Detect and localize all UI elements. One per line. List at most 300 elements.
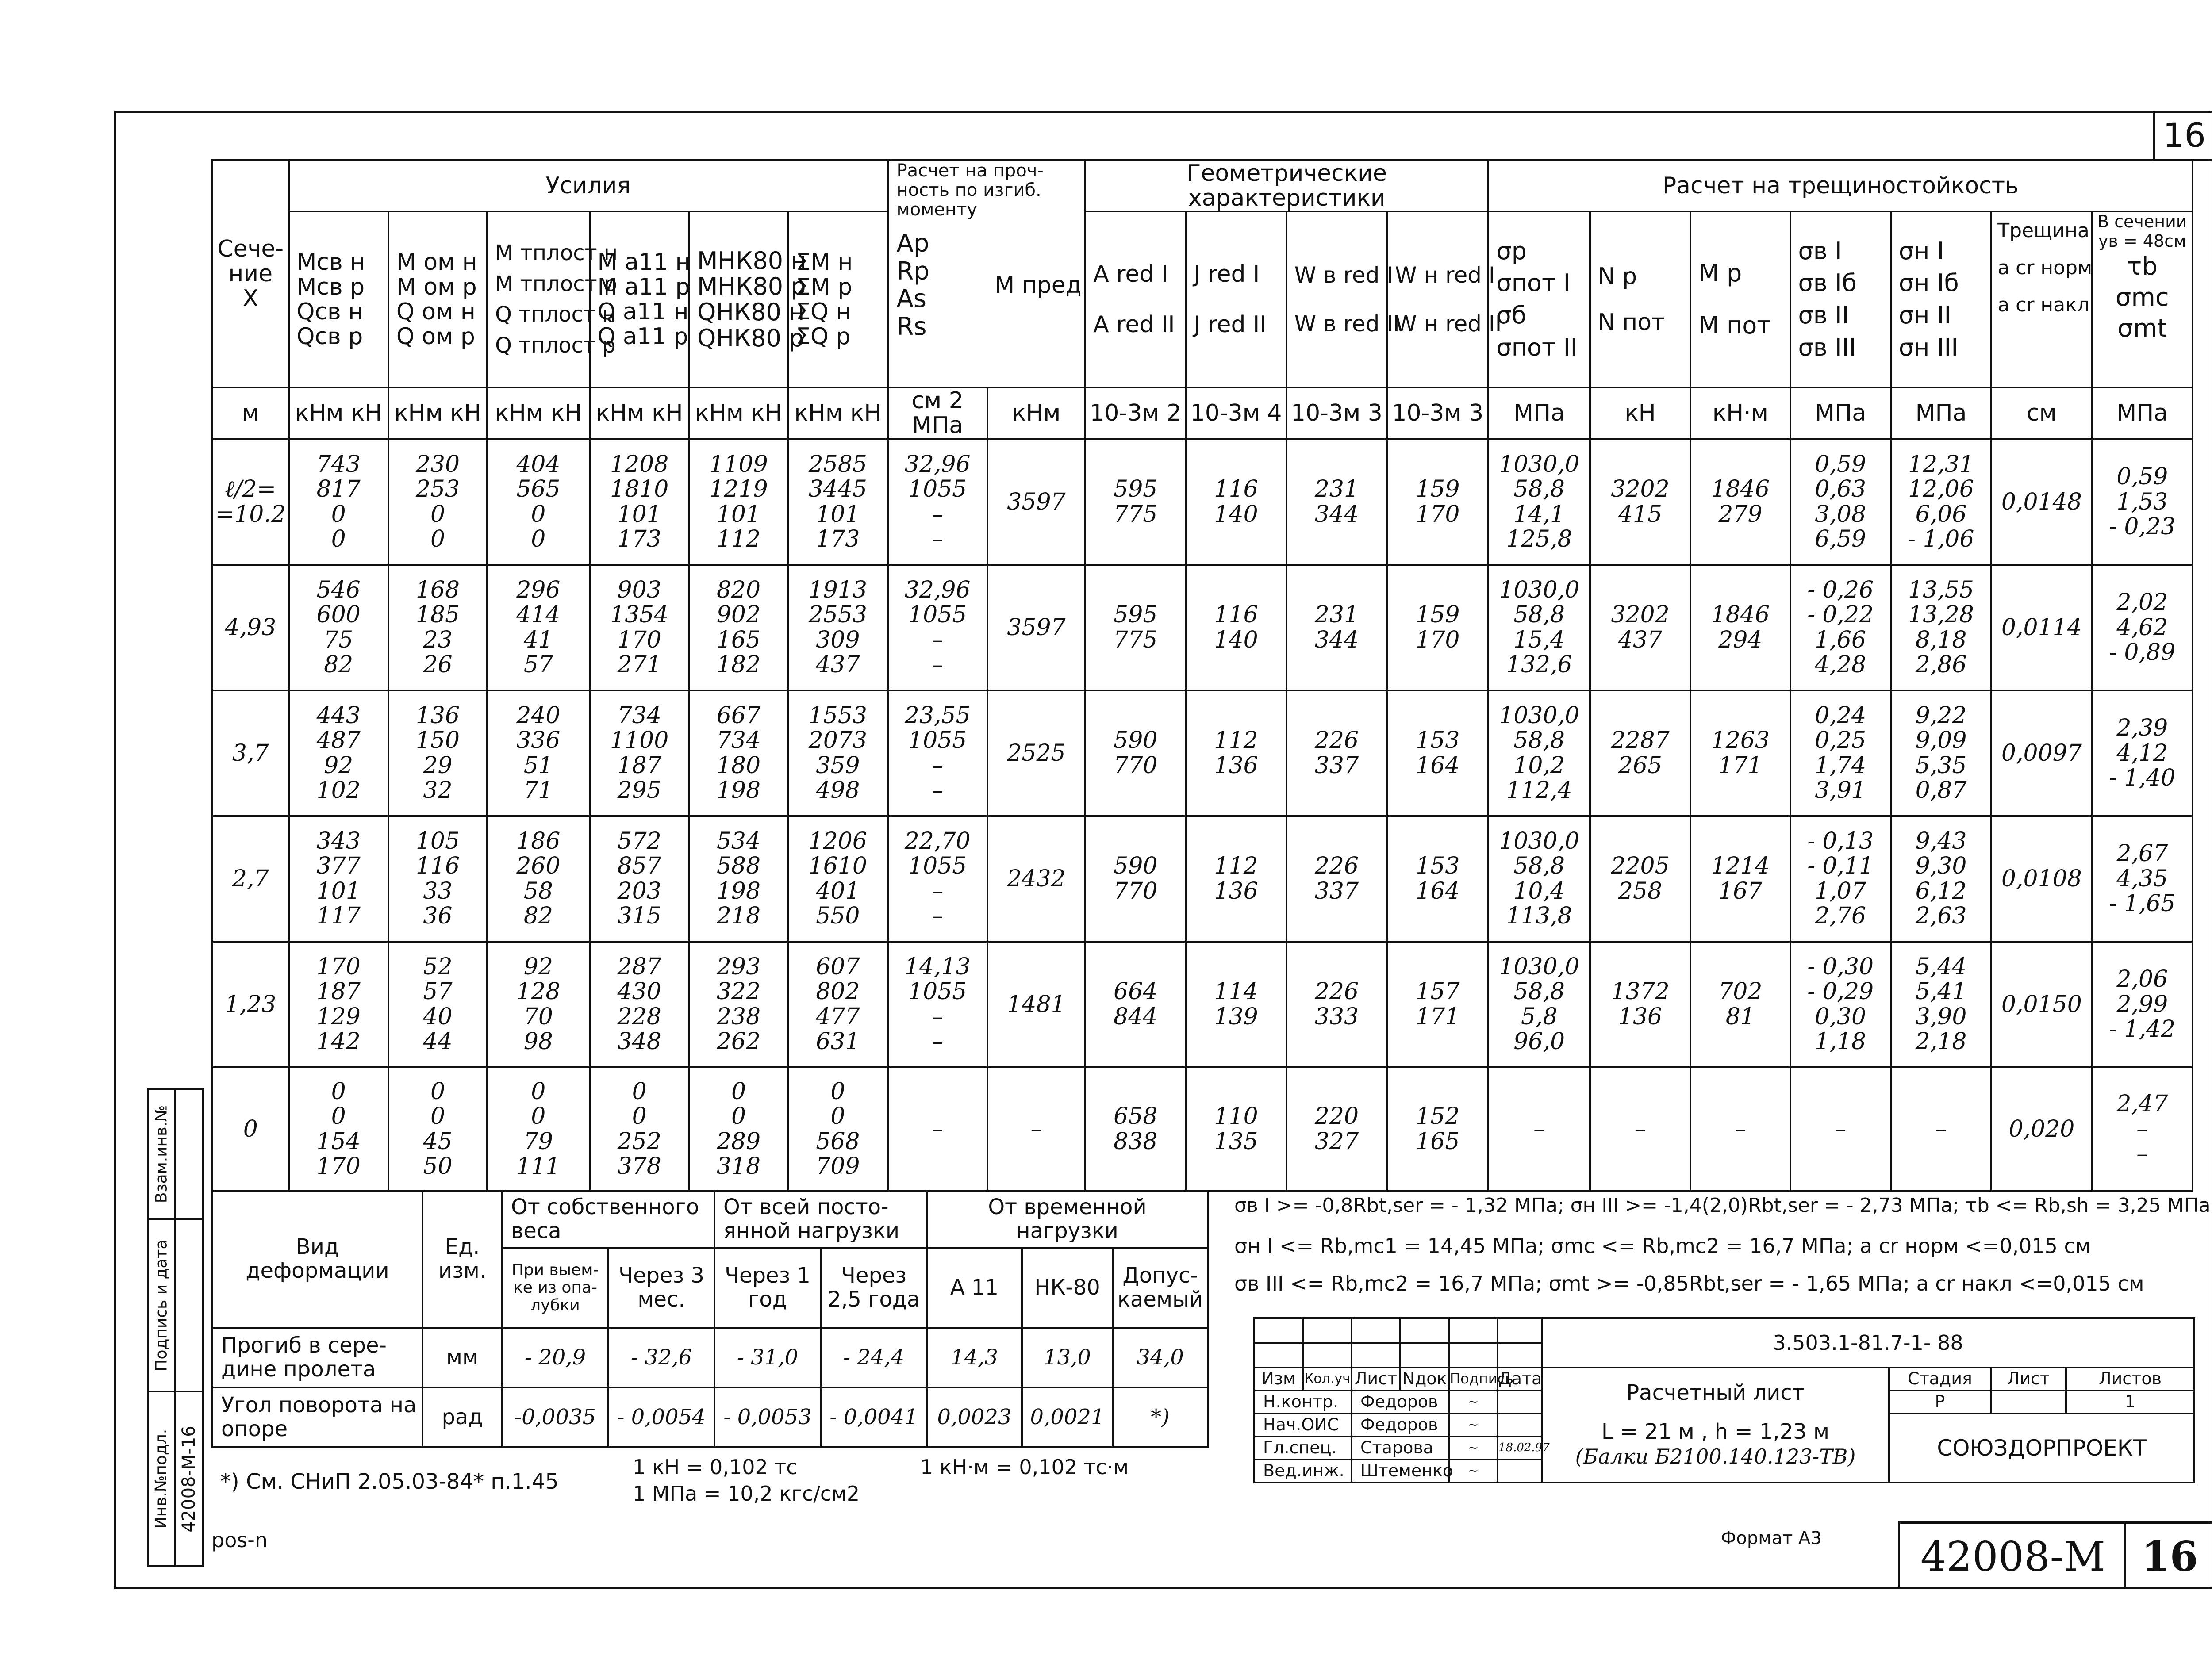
cell-mpred: – (987, 1067, 1085, 1191)
cell-mpred: 3597 (987, 565, 1085, 690)
cell-value: 40 (423, 1003, 453, 1030)
cell-value: 2,47 (2116, 1091, 2168, 1118)
cell-value: 667 (716, 702, 761, 729)
stamp-inv-value: 42008-М-16 (179, 1425, 199, 1533)
cell-value: 1055 (908, 476, 967, 503)
header-w-red-b: W в red I W в red II (1286, 211, 1387, 387)
cell-value: 1219 (709, 476, 768, 503)
cell-tb (2092, 1067, 2193, 1191)
cell-value: 71 (523, 777, 553, 804)
cell-tb (2092, 690, 2193, 816)
bottom-page: 16 (2141, 1533, 2198, 1580)
cell-tb (2092, 816, 2193, 942)
cell-value: 0 (331, 1078, 346, 1105)
cell-ap (888, 1067, 987, 1191)
cell-ap (888, 942, 987, 1067)
defo-header-kind: Вид деформации (212, 1191, 422, 1328)
defo-value: - 20,9 (502, 1328, 608, 1387)
cell-sum (788, 690, 887, 816)
cell-value: 2,7 (232, 865, 269, 892)
cell-value: 1913 (808, 577, 867, 604)
cell-value: 36 (423, 902, 453, 929)
cell-value: 57 (523, 651, 553, 678)
cell-jred (1186, 690, 1286, 816)
cell-sp (1488, 439, 1590, 565)
cell-value: 159 (1416, 602, 1460, 628)
defo-kind: Угол поворота на опоре (212, 1387, 422, 1447)
cell-value: 170 (1416, 626, 1460, 653)
defo-value: 34,0 (1113, 1328, 1208, 1387)
cell-value: 1055 (908, 978, 967, 1005)
cell-ared (1085, 439, 1186, 565)
cell-wn (1387, 942, 1488, 1067)
footnote: *) См. СНиП 2.05.03-84* п.1.45 (220, 1469, 559, 1494)
cell-value: 150 (415, 727, 460, 754)
cell-value: 1372 (1611, 978, 1670, 1005)
cell-value: 600 (316, 602, 361, 628)
cell-value: 3,91 (1815, 777, 1866, 804)
formula-line-2: σн I <= Rb,mc1 = 14,45 МПа; σmc <= Rb,mc2 = 16,7 МПа; a cr норм <=0,015 см (1234, 1234, 2091, 1258)
cell-ma11 (590, 439, 689, 565)
cell-value: 15,4 (1513, 626, 1565, 653)
cell-value: 4,35 (2116, 865, 2168, 892)
cell-wb (1286, 690, 1387, 816)
cell-value: 102 (316, 777, 361, 804)
cell-value: 170 (1416, 501, 1460, 528)
cell-value: – (1734, 1115, 1746, 1142)
cell-sb (1790, 439, 1891, 565)
cell-value: 3,7 (232, 740, 269, 766)
cell-sb (1790, 565, 1891, 690)
cell-value: 0 (531, 525, 546, 552)
cell-value: 0 (430, 525, 445, 552)
cell-value: 58,8 (1513, 476, 1565, 503)
cell-value: 92 (523, 954, 553, 981)
group-geometry: Геометрические характеристики (1085, 160, 1488, 211)
defo-kind: Прогиб в сере- дине пролета (212, 1328, 422, 1387)
cell-value: 112 (716, 525, 761, 552)
cell-sb (1790, 816, 1891, 942)
cell-value: 82 (523, 902, 553, 929)
cell-value: 8,18 (1915, 626, 1967, 653)
cell-value: 33 (423, 877, 453, 904)
cell-value: 79 (523, 1128, 553, 1155)
cell-value: 1030,0 (1499, 702, 1580, 729)
cell-value: – (1835, 1115, 1847, 1142)
cell-value: 111 (516, 1153, 561, 1180)
cell-sum (788, 565, 887, 690)
cell-sn (1891, 942, 1991, 1067)
cell-sp (1488, 816, 1590, 942)
cell-value: – (932, 1028, 944, 1055)
cell-mom (388, 816, 487, 942)
defo-header-removal: При выем- ке из опа- лубки (502, 1248, 608, 1328)
cell-value: 902 (716, 602, 761, 628)
stamp-vzam-inv: Взам.инв.№ (152, 1105, 171, 1203)
cell-value: 0,59 (2116, 464, 2168, 490)
cell-ared (1085, 942, 1186, 1067)
defo-header-permanent: От всей посто- янной нагрузки (714, 1191, 927, 1248)
defo-value: -0,0035 (502, 1387, 608, 1447)
cell-value: 228 (617, 1003, 661, 1030)
cell-mpl (487, 439, 589, 565)
header-sum: ΣМ н ΣМ р ΣQ н ΣQ р (788, 211, 887, 387)
cell-value: – (932, 1115, 944, 1142)
cell-value: 734 (617, 702, 661, 729)
cell-value: 709 (816, 1153, 860, 1180)
cell-wb (1286, 816, 1387, 942)
cell-x (212, 1067, 289, 1191)
cell-value: 260 (516, 853, 561, 880)
cell-value: 96,0 (1513, 1028, 1565, 1055)
cell-mnk (689, 942, 788, 1067)
cell-ared (1085, 690, 1186, 816)
header-crack: Трещина a cr норм a cr накл (1991, 211, 2092, 387)
cell-value: 2,63 (1915, 902, 1967, 929)
cell-value: 116 (415, 853, 460, 880)
cell-value: 258 (1618, 877, 1663, 904)
cell-cr: 0,0148 (1991, 439, 2092, 565)
cell-value: 253 (415, 476, 460, 503)
cell-value: 565 (516, 476, 561, 503)
cell-value: 572 (617, 828, 661, 855)
cell-value: - 0,29 (1807, 978, 1874, 1005)
cell-value: ℓ/2= (225, 476, 276, 503)
cell-wb (1286, 942, 1387, 1067)
cell-value: - 0,22 (1807, 602, 1874, 628)
cell-value: – (2136, 1140, 2148, 1167)
cell-value: 173 (816, 525, 860, 552)
cell-value: 2,86 (1915, 651, 1967, 678)
cell-value: 153 (1416, 853, 1460, 880)
header-m-om: М ом н М ом р Q ом н Q ом р (388, 211, 487, 387)
cell-value: 401 (816, 877, 860, 904)
table-row (212, 1067, 2193, 1191)
cell-value: 550 (816, 902, 860, 929)
cell-value: 1,23 (225, 991, 276, 1018)
cell-sb (1790, 1067, 1891, 1191)
cell-value: 116 (1214, 476, 1258, 503)
cell-mpl (487, 1067, 589, 1191)
cell-value: 344 (1314, 626, 1359, 653)
cell-value: 1263 (1711, 727, 1770, 754)
sheet-beams: (Балки Б2100.140.123-ТВ) (1575, 1444, 1856, 1468)
cell-value: 430 (617, 978, 661, 1005)
cell-value: 487 (316, 727, 361, 754)
cell-mom (388, 439, 487, 565)
cell-value: 135 (1214, 1128, 1258, 1155)
cell-value: 136 (1214, 877, 1258, 904)
cell-ma11 (590, 816, 689, 942)
cell-value: 4,12 (2116, 740, 2168, 766)
cell-value: - 0,11 (1807, 853, 1874, 880)
bottom-code: 42008-M (1920, 1533, 2105, 1580)
cell-value: 226 (1314, 727, 1359, 754)
cell-value: 0,30 (1815, 1003, 1866, 1030)
cell-value: 775 (1114, 501, 1158, 528)
cell-value: 838 (1114, 1128, 1158, 1155)
cell-value: 5,41 (1915, 978, 1967, 1005)
cell-value: 377 (316, 853, 361, 880)
conversion-knm: 1 кН·м = 0,102 тс·м (920, 1455, 1129, 1479)
table-row (212, 439, 2193, 565)
cell-value: 187 (316, 978, 361, 1005)
cell-cr: 0,0114 (1991, 565, 2092, 690)
cell-msv (289, 942, 388, 1067)
defo-header-a11: А 11 (927, 1248, 1022, 1328)
cell-value: 0 (632, 1078, 647, 1105)
cell-value: 1846 (1711, 602, 1770, 628)
cell-value: 4,62 (2116, 614, 2168, 641)
stamp-inv-podl: Инв.№подл. (152, 1429, 171, 1529)
conversion-mpa: 1 МПа = 10,2 кгс/см2 (633, 1482, 860, 1506)
cell-ap (888, 565, 987, 690)
header-j-red: Ј red I Ј red II (1186, 211, 1286, 387)
cell-mpl (487, 690, 589, 816)
cell-value: =10.2 (215, 501, 286, 528)
cell-value: 3,08 (1815, 501, 1866, 528)
cell-value: 58,8 (1513, 978, 1565, 1005)
cell-ma11 (590, 565, 689, 690)
cell-value: 231 (1314, 602, 1359, 628)
cell-value: 187 (617, 752, 661, 779)
cell-value: 112 (1214, 727, 1258, 754)
cell-wb (1286, 565, 1387, 690)
cell-value: 309 (816, 626, 860, 653)
cell-value: 9,09 (1915, 727, 1967, 754)
cell-value: 14,13 (904, 954, 971, 981)
cell-value: 136 (1214, 752, 1258, 779)
cell-jred (1186, 1067, 1286, 1191)
cell-sn (1891, 690, 1991, 816)
defo-value: 14,3 (927, 1328, 1022, 1387)
cell-value: 10,2 (1513, 752, 1565, 779)
cell-cr: 0,020 (1991, 1067, 2092, 1191)
cell-value: 171 (1718, 752, 1763, 779)
cell-value: 702 (1718, 978, 1763, 1005)
cell-value: 170 (617, 626, 661, 653)
cell-value: 136 (1618, 1003, 1663, 1030)
cell-value: 1055 (908, 602, 967, 628)
cell-tb (2092, 565, 2193, 690)
cell-value: 2585 (808, 451, 867, 478)
cell-mnk (689, 1067, 788, 1191)
header-w-red-n: W н red I W н red II (1387, 211, 1488, 387)
cell-value: 240 (516, 702, 561, 729)
cell-value: – (1935, 1115, 1947, 1142)
cell-value: 12,31 (1908, 451, 1974, 478)
cell-value: 57 (423, 978, 453, 1005)
cell-mpred: 1481 (987, 942, 1085, 1067)
cell-value: 2,99 (2116, 991, 2168, 1018)
cell-value: 0 (430, 1078, 445, 1105)
cell-value: 588 (716, 853, 761, 880)
cell-value: 2553 (808, 602, 867, 628)
cell-value: 58,8 (1513, 853, 1565, 880)
cell-value: 903 (617, 577, 661, 604)
cell-value: 165 (716, 626, 761, 653)
cell-value: 98 (523, 1028, 553, 1055)
cell-value: 75 (324, 626, 353, 653)
cell-value: 50 (423, 1153, 453, 1180)
cell-value: 2,39 (2116, 715, 2168, 742)
header-sigma-p: σр σпот I σб σпот II (1488, 211, 1590, 387)
cell-sp (1488, 565, 1590, 690)
cell-value: 1055 (908, 727, 967, 754)
cell-wn (1387, 816, 1488, 942)
cell-value: 415 (1618, 501, 1663, 528)
cell-value: 10,4 (1513, 877, 1565, 904)
cell-value: 2287 (1611, 727, 1670, 754)
cell-value: 1109 (709, 451, 768, 478)
defo-value: 0,0023 (927, 1387, 1022, 1447)
header-section: Сече- ние X (212, 160, 289, 387)
cell-value: 1354 (610, 602, 669, 628)
header-n-p: N р N пот (1590, 211, 1690, 387)
stage-label: Стадия (1889, 1368, 1991, 1391)
cell-value: 0 (430, 1103, 445, 1130)
cell-value: 12,06 (1908, 476, 1974, 503)
cell-value: 498 (816, 777, 860, 804)
cell-value: 477 (816, 1003, 860, 1030)
cell-value: 1030,0 (1499, 828, 1580, 855)
cell-mp (1690, 565, 1790, 690)
cell-value: 180 (716, 752, 761, 779)
cell-cr: 0,0108 (1991, 816, 2092, 942)
cell-value: 590 (1114, 727, 1158, 754)
cell-value: 1206 (808, 828, 867, 855)
cell-value: - 0,26 (1807, 577, 1874, 604)
cell-tb (2092, 942, 2193, 1067)
cell-wn (1387, 439, 1488, 565)
cell-mpred: 3597 (987, 439, 1085, 565)
header-in-section: В сечении yв = 48см τb σmc σmt (2092, 211, 2193, 387)
defo-value: - 24,4 (821, 1328, 927, 1387)
cell-ma11 (590, 1067, 689, 1191)
cell-value: 404 (516, 451, 561, 478)
page-number-box (2153, 111, 2212, 161)
cell-value: 112 (1214, 853, 1258, 880)
doc-code: 3.503.1-81.7-1- 88 (1542, 1318, 2194, 1368)
cell-value: 770 (1114, 752, 1158, 779)
cell-value: 58,8 (1513, 602, 1565, 628)
cell-value: 2,06 (2116, 966, 2168, 993)
cell-value: 775 (1114, 626, 1158, 653)
cell-value: 1030,0 (1499, 451, 1580, 478)
cell-value: 101 (816, 501, 860, 528)
cell-value: 5,8 (1521, 1003, 1558, 1030)
bottom-left-note: pos-n (211, 1528, 268, 1552)
cell-mom (388, 690, 487, 816)
cell-value: 1030,0 (1499, 577, 1580, 604)
cell-x (212, 942, 289, 1067)
cell-value: 105 (415, 828, 460, 855)
cell-value: 271 (617, 651, 661, 678)
cell-value: 252 (617, 1128, 661, 1155)
defo-unit: мм (422, 1328, 502, 1387)
cell-ap (888, 439, 987, 565)
cell-value: 82 (324, 651, 353, 678)
cell-value: 1214 (1711, 853, 1770, 880)
cell-value: 0 (531, 1103, 546, 1130)
cell-sp (1488, 690, 1590, 816)
cell-value: 9,43 (1915, 828, 1967, 855)
cell-mp (1690, 816, 1790, 942)
cell-x (212, 565, 289, 690)
cell-value: – (932, 752, 944, 779)
bottom-page-box (2124, 1521, 2212, 1589)
cell-value: - 1,06 (1908, 525, 1974, 552)
cell-value: 0 (531, 1078, 546, 1105)
cell-wb (1286, 1067, 1387, 1191)
cell-value: 743 (316, 451, 361, 478)
defo-header-3m: Через 3 мес. (608, 1248, 714, 1328)
cell-np (1590, 816, 1690, 942)
cell-value: 337 (1314, 752, 1359, 779)
cell-jred (1186, 439, 1286, 565)
defo-header-1y: Через 1 год (714, 1248, 821, 1328)
cell-value: 164 (1416, 877, 1460, 904)
cell-value: 6,12 (1915, 877, 1967, 904)
stage-value: Р (1889, 1391, 1991, 1414)
cell-value: 13,28 (1908, 602, 1974, 628)
cell-value: 125,8 (1506, 525, 1572, 552)
cell-sum (788, 1067, 887, 1191)
units-row: м кНм кН кНм кН кНм кН кНм кН кНм кН кНм кН см 2 МПа кНм 10-3м 2 10-3м 4 10-3м 3 10-3м 3 МПа кН кН·м МПа МПа см МПа (212, 387, 2193, 439)
cell-value: 167 (1718, 877, 1763, 904)
cell-ared (1085, 565, 1186, 690)
cell-value: 0 (430, 501, 445, 528)
cell-value: 820 (716, 577, 761, 604)
cell-value: 0 (331, 525, 346, 552)
cell-value: 157 (1416, 978, 1460, 1005)
cell-value: – (932, 877, 944, 904)
cell-value: 14,1 (1513, 501, 1565, 528)
cell-mom (388, 565, 487, 690)
cell-sn (1891, 565, 1991, 690)
cell-value: 595 (1114, 602, 1158, 628)
cell-value: – (932, 902, 944, 929)
formula-line-1: σв I >= -0,8Rbt,ser = - 1,32 МПа; σн III >= -1,4(2,0)Rbt,ser = - 2,73 МПа; τb <= Rb,sh = 3,25 МПа (1234, 1194, 2211, 1217)
header-sigma-n: σн I σн Iб σн II σн III (1891, 211, 1991, 387)
cell-value: 170 (316, 1153, 361, 1180)
cell-sp (1488, 1067, 1590, 1191)
cell-value: 159 (1416, 476, 1460, 503)
sheets-value: 1 (2066, 1391, 2194, 1414)
cell-msv (289, 816, 388, 942)
cell-ared (1085, 1067, 1186, 1191)
cell-value: 2073 (808, 727, 867, 754)
cell-value: 1553 (808, 702, 867, 729)
cell-value: 0 (243, 1115, 258, 1142)
cell-value: 238 (716, 1003, 761, 1030)
defo-value: - 31,0 (714, 1328, 821, 1387)
cell-value: 4,28 (1815, 651, 1866, 678)
cell-np (1590, 1067, 1690, 1191)
deformation-row (212, 1328, 1208, 1387)
cell-value: 343 (316, 828, 361, 855)
cell-value: – (1634, 1115, 1646, 1142)
defo-value: - 32,6 (608, 1328, 714, 1387)
cell-value: 590 (1114, 853, 1158, 880)
cell-value: 51 (523, 752, 553, 779)
cell-value: 170 (316, 954, 361, 981)
cell-value: 1,53 (2116, 488, 2168, 515)
cell-value: – (932, 777, 944, 804)
cell-value: 113,8 (1506, 902, 1572, 929)
cell-value: 2,67 (2116, 840, 2168, 867)
cell-value: 0,25 (1815, 727, 1866, 754)
